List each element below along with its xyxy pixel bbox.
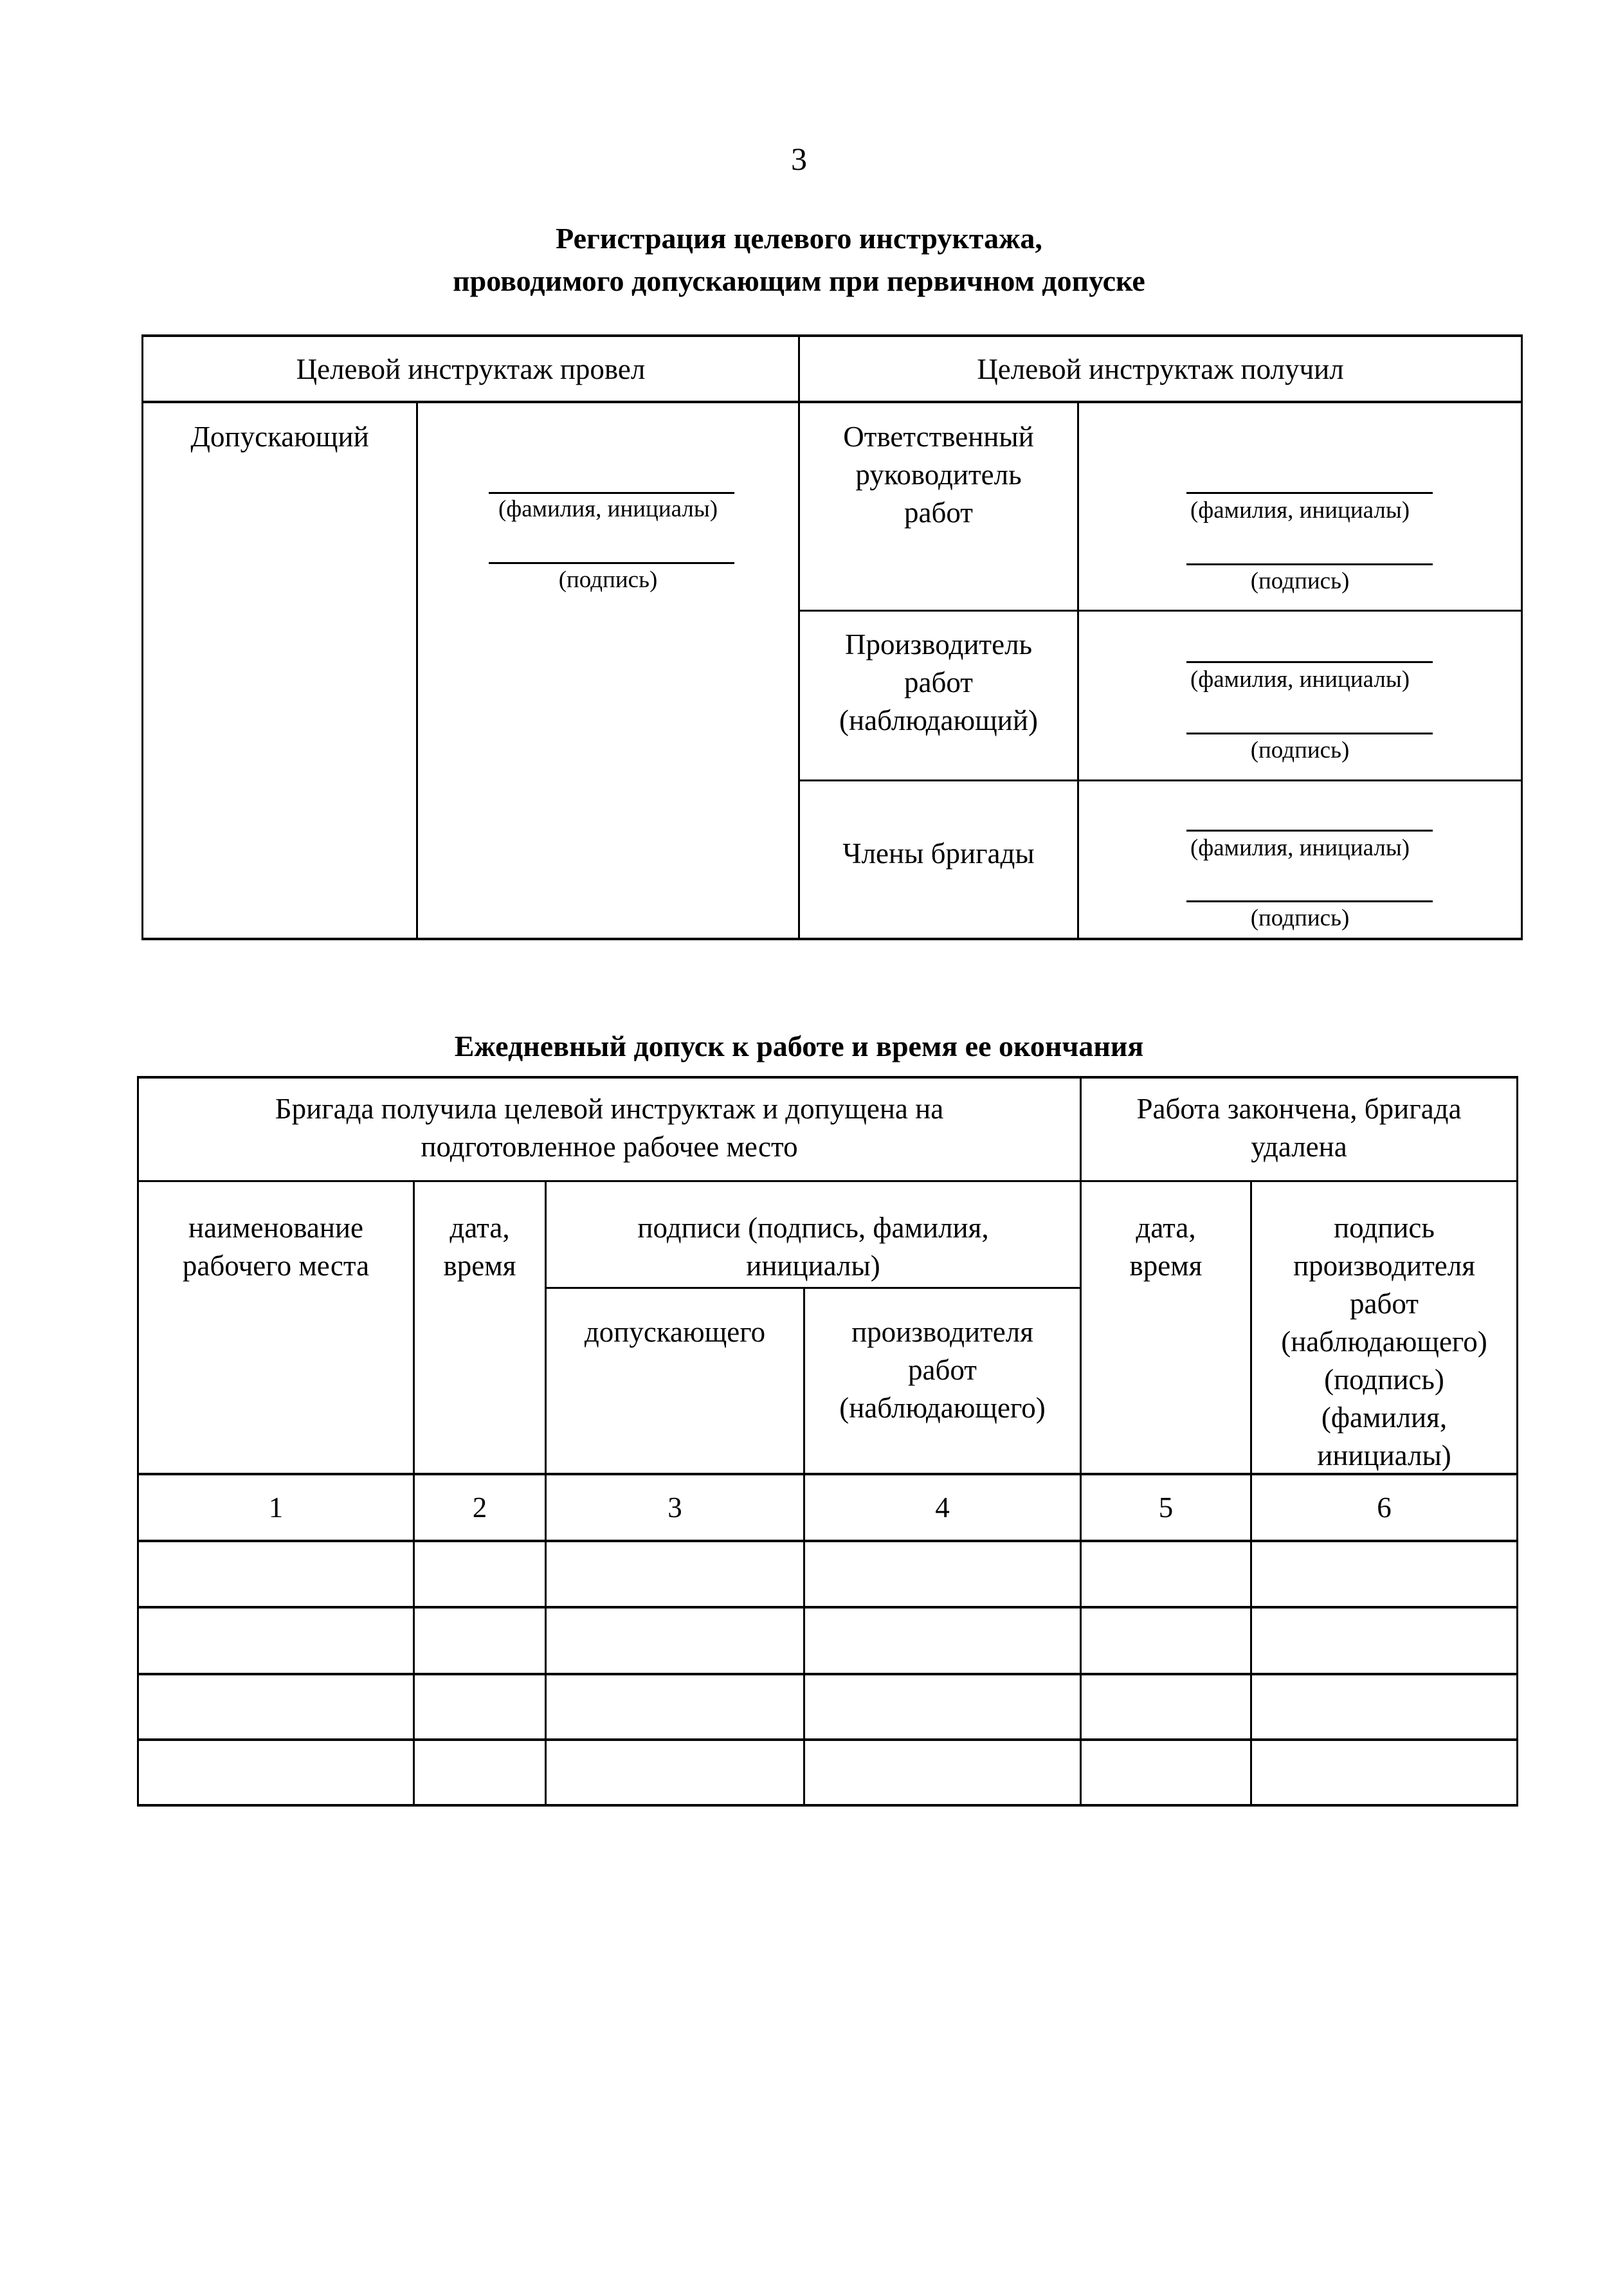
- table-cell[interactable]: [1082, 1542, 1250, 1606]
- signature-line[interactable]: [1186, 563, 1433, 565]
- col-number: 5: [1158, 1491, 1174, 1524]
- table1-row-divider-1: [798, 610, 1523, 612]
- table-cell[interactable]: [139, 1741, 413, 1804]
- table-cell[interactable]: [547, 1542, 803, 1606]
- header-line: работ: [1350, 1288, 1419, 1320]
- header-line: подписи (подпись, фамилия,: [637, 1212, 989, 1244]
- name-caption: (фамилия, инициалы): [1190, 497, 1410, 524]
- table-cell[interactable]: [805, 1741, 1080, 1804]
- table-cell[interactable]: [805, 1542, 1080, 1606]
- header-line: производителя: [851, 1316, 1033, 1348]
- header-line: время: [1129, 1250, 1203, 1282]
- role-line: руководитель: [855, 459, 1022, 491]
- header-line: инициалы): [1317, 1439, 1451, 1471]
- table-cell[interactable]: [805, 1608, 1080, 1673]
- header-line: (наблюдающего): [839, 1392, 1046, 1424]
- table2-signatures-subdivider: [545, 1287, 1080, 1289]
- table-cell[interactable]: [415, 1542, 545, 1606]
- signature-caption: (подпись): [1250, 568, 1350, 594]
- page-number: 3: [791, 141, 807, 177]
- group-header-completed: [1082, 1090, 1516, 1166]
- col-number: 6: [1377, 1491, 1392, 1524]
- col-header-workplace: [139, 1209, 413, 1285]
- name-caption: (фамилия, инициалы): [1190, 666, 1410, 693]
- header-line: Работа закончена, бригада: [1136, 1093, 1462, 1125]
- table-cell[interactable]: [547, 1675, 803, 1738]
- header-line: (наблюдающего): [1281, 1326, 1487, 1358]
- signature-caption: (подпись): [1250, 905, 1350, 931]
- name-caption: (фамилия, инициалы): [498, 496, 718, 522]
- signature-caption: (подпись): [1250, 737, 1350, 763]
- table-cell[interactable]: [805, 1675, 1080, 1738]
- table-cell[interactable]: [547, 1608, 803, 1673]
- col-header-end-date-time: [1082, 1209, 1250, 1285]
- table1-border-bottom: [141, 938, 1523, 940]
- table-cell[interactable]: [1082, 1741, 1250, 1804]
- col-number: 3: [667, 1491, 682, 1524]
- name-line[interactable]: [1186, 661, 1433, 663]
- header-line: подготовленное рабочее место: [421, 1131, 798, 1163]
- table2-group-divider: [137, 1180, 1518, 1182]
- name-line[interactable]: [1186, 830, 1433, 832]
- role-work-producer: [800, 626, 1077, 740]
- table1-divider-left: [416, 401, 418, 940]
- section1-title: [0, 217, 1598, 302]
- col-number: 4: [935, 1491, 950, 1524]
- section1-title-line2: проводимого допускающим при первичном допуске: [453, 264, 1145, 297]
- name-line[interactable]: [1186, 492, 1433, 494]
- header-line: производителя: [1293, 1250, 1475, 1282]
- table-cell[interactable]: [1252, 1675, 1516, 1738]
- table1-border-right: [1521, 334, 1523, 940]
- col-header-admitting: допускающего: [584, 1316, 766, 1348]
- table-cell[interactable]: [139, 1608, 413, 1673]
- header-line: Бригада получила целевой инструктаж и допущена на: [275, 1093, 944, 1125]
- table-cell[interactable]: [415, 1675, 545, 1738]
- role-line: работ: [904, 497, 973, 529]
- table-cell[interactable]: [139, 1542, 413, 1606]
- table1-row-divider-2: [798, 779, 1523, 781]
- role-line: Производитель: [844, 628, 1033, 661]
- header-line: подпись: [1334, 1212, 1435, 1244]
- table-cell[interactable]: [415, 1608, 545, 1673]
- col-number: 2: [472, 1491, 487, 1524]
- group-header-admitted: [139, 1090, 1080, 1166]
- signature-line[interactable]: [1186, 900, 1433, 902]
- role-line: работ: [904, 666, 973, 698]
- signature-line[interactable]: [1186, 733, 1433, 734]
- table1-header-divider: [141, 401, 1523, 403]
- signature-line[interactable]: [489, 562, 734, 564]
- col-header-signatures: [547, 1209, 1080, 1285]
- table-cell[interactable]: [1252, 1542, 1516, 1606]
- role-brigade-members: Члены бригады: [842, 837, 1035, 870]
- table-cell[interactable]: [1252, 1608, 1516, 1673]
- table-cell[interactable]: [139, 1675, 413, 1738]
- header-line: инициалы): [746, 1250, 880, 1282]
- header-line: работ: [908, 1354, 977, 1386]
- name-caption: (фамилия, инициалы): [1190, 835, 1410, 861]
- col-header-date-time: [415, 1209, 545, 1285]
- header-line: дата,: [449, 1212, 510, 1244]
- signature-caption: (подпись): [558, 567, 658, 593]
- header-line: (подпись): [1324, 1363, 1444, 1396]
- table2-border-right: [1516, 1076, 1518, 1807]
- table-cell[interactable]: [1252, 1741, 1516, 1804]
- header-received: Целевой инструктаж получил: [977, 353, 1344, 385]
- table-cell[interactable]: [415, 1741, 545, 1804]
- section2-title: Ежедневный допуск к работе и время ее окончания: [454, 1030, 1144, 1062]
- header-line: рабочего места: [182, 1250, 370, 1282]
- header-line: наименование: [188, 1212, 363, 1244]
- table-cell[interactable]: [1082, 1675, 1250, 1738]
- col-header-producer: [805, 1313, 1080, 1427]
- col-header-producer-signature: [1252, 1209, 1516, 1475]
- header-line: время: [443, 1250, 516, 1282]
- section1-title-line1: Регистрация целевого инструктажа,: [556, 222, 1042, 255]
- col-number: 1: [268, 1491, 284, 1524]
- header-line: удалена: [1251, 1131, 1347, 1163]
- role-responsible-manager: [800, 418, 1077, 532]
- table-cell[interactable]: [547, 1741, 803, 1804]
- role-line: (наблюдающий): [839, 704, 1038, 736]
- header-conducted: Целевой инструктаж провел: [296, 353, 646, 385]
- table-cell[interactable]: [1082, 1608, 1250, 1673]
- header-line: дата,: [1136, 1212, 1196, 1244]
- table2-border-bottom: [137, 1804, 1518, 1807]
- role-admitting: Допускающий: [190, 421, 369, 453]
- name-line[interactable]: [489, 492, 734, 494]
- role-line: Ответственный: [843, 421, 1034, 453]
- table2-border-top: [137, 1076, 1518, 1079]
- table1-border-top: [141, 334, 1523, 337]
- header-line: (фамилия,: [1321, 1401, 1448, 1434]
